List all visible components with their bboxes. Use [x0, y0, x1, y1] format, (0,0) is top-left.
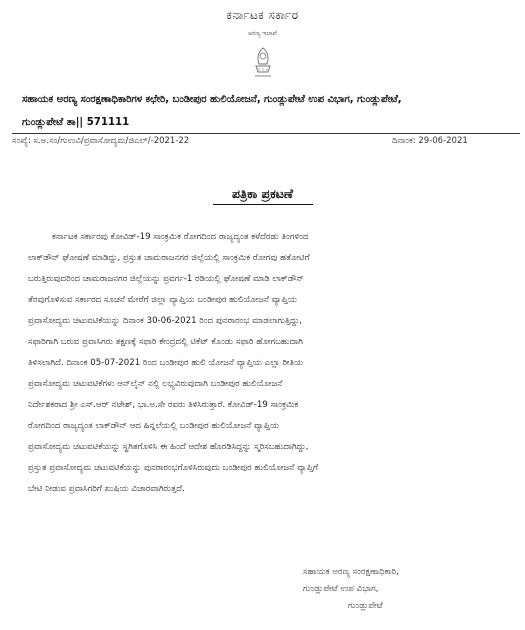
reference-number: ಸಂಖ್ಯೆ: ಸ.ಅ.ಸಂ/ಗುಉವಿ/ಪ್ರವಾಸೋದ್ಯಮ/ಜಿಎಲ್/-2021-22 [12, 136, 190, 146]
office-address-line1: ಸಹಾಯಕ ಅರಣ್ಯ ಸಂರಕ್ಷಣಾಧಿಕಾರಿಗಳ ಕಛೇರಿ, ಬಂಡೀಪುರ ಹುಲಿಯೋಜನೆ, ಗುಂಡ್ಲುಪೇಟೆ ಉಪ ವಿಭಾಗ, ಗುಂಡ್ಲುಪೇಟೆ, [22, 94, 402, 105]
title-underline [213, 204, 313, 205]
body-line: ಪ್ರವಾಸೋದ್ಯಮ ಚಟುವಟಿಕೆಗಳು ಆನ್‌ಲೈನ್ ನಲ್ಲಿ ಲಭ್ಯವಿರುವುದಾಗಿ ಬಂಡೀಪುರ ಹುಲಿಯೋಜನೆ [28, 379, 283, 389]
government-name: ಕರ್ನಾಟಕ ಸರ್ಕಾರ [226, 8, 299, 22]
department-name: ಅರಣ್ಯ ಇಲಾಖೆ [248, 30, 277, 37]
signatory-designation: ಸಹಾಯಕ ಅರಣ್ಯ ಸಂರಕ್ಷಣಾಧಿಕಾರಿ, [303, 567, 399, 577]
office-address-line2: ಗುಂಡ್ಲುಪೇಟೆ ತಾ|| 571111 [22, 117, 130, 128]
body-line: ಬರುತ್ತಿರುವುದರಿಂದ ಚಾಮರಾಜನಗರ ಜಿಲ್ಲೆಯನ್ನು ಪ್ರವರ್ಗ-1 ರಡಿಯಲ್ಲಿ ಘೋಷಣೆ ಮಾಡಿ ಲಾಕ್‌ಡೌನ್ [28, 274, 304, 284]
signatory-location: ಗುಂಡ್ಲುಪೇಟೆ [348, 601, 383, 611]
body-line: ಪ್ರವಾಸೋದ್ಯಮ ಚಟುವಟಿಕೆಯನ್ನು ಸ್ಥಗಿತಗೊಳಿಸಿ ಈ ಹಿಂದೆ ಆದೇಶ ಹೊರಡಿಸಿದ್ದನ್ನು ಸ್ಮರಿಸಬಹುದಾಗಿದ್ದು, [28, 442, 309, 452]
body-line: ಬೇಟಿ ನೀಡುವ ಪ್ರವಾಸಿಗರಿಗೆ ಖುಷಿಯ ವಿಚಾರವಾಗಿರುತ್ತದೆ. [28, 484, 185, 494]
body-line: ತಿಳಿಸಲಾಗಿದೆ. ದಿನಾಂಕ 05-07-2021 ರಿಂದ ಬಂಡೀಪುರ ಹುಲಿ ಯೋಜನೆ ವ್ಯಾಪ್ತಿಯ ಎಲ್ಲಾ ರೀತಿಯ [28, 358, 304, 368]
body-line: ರೋಗದಿಂದ ರಾಜ್ಯದ್ಯಂತ ಲಾಕ್‌ಡೌನ್ ಆದ ಹಿನ್ನಲೆಯಲ್ಲಿ ಬಂಡೀಪುರ ಹುಲಿಯೋಜನೆ ವ್ಯಾಪ್ತಿಯ [28, 421, 280, 431]
body-line: ಪ್ರವಾಸೋದ್ಯಮ ಚಟುವಟಿಕೆಯನ್ನು ದಿನಾಂಕ 30-06-2021 ರಿಂದ ಪುನರಾರಂಭ ಮಾಡಲಾಗುತ್ತಿದ್ದು, [28, 316, 302, 326]
body-line: ಕರ್ನಾಟಕ ಸರ್ಕಾರವು ಕೋವಿಡ್-19 ಸಾಂಕ್ರಮಿಕ ರೋಗದಿಂದ ರಾಜ್ಯದ್ಯಂತ ಕಳೆದೆರಡು ತಿಂಗಳಿಂದ [52, 232, 309, 242]
document-date: ದಿನಾಂಕ: 29-06-2021 [392, 136, 468, 146]
signature-block [303, 567, 513, 618]
body-line: ಲಾಕ್‌ಡೌನ್ ಘೋಷಣೆ ಮಾಡಿದ್ದು, ಪ್ರಸ್ತುತ ಚಾಮರಾಜನಗರ ಜಿಲ್ಲೆಯಲ್ಲಿ ಸಾಂಕ್ರಮಿಕ ರೋಗವು ಹತೋಟಿಗೆ [28, 253, 310, 263]
press-release-body [28, 231, 504, 504]
body-line: ಸಫಾರಿಗಾಗಿ ಬರುವ ಪ್ರವಾಸಿಗರು ತಕ್ಷಣಕ್ಕೆ ಸಫಾರಿ ಕೇಂದ್ರದಲ್ಲಿ ಟಿಕೆಟ್ ಕೊಂಡು ಸಫಾರಿ ಹೋಗಬಹುದಾಗಿ [28, 337, 303, 347]
body-line: ಪ್ರಸ್ತುತ ಪ್ರವಾಸೋದ್ಯಮ ಚಟುವಟಿಕೆಯನ್ನು ಪುನರಾರಂಭಗೊಳಿಸಿರುವುದು ಬಂಡೀಪುರ ಹುಲಿಯೋಜನೆ ವ್ಯಾಪ್ತಿಗೆ [28, 463, 319, 473]
press-release-title: ಪತ್ರಿಕಾ ಪ್ರಕಟಣೆ [231, 186, 293, 201]
state-emblem-icon [252, 46, 274, 80]
signatory-subdivision: ಗುಂಡ್ಲುಪೇಟೆ ಉಪ ವಿಭಾಗ, [303, 584, 379, 594]
body-line: ನಿರ್ದೇಶಕರಾದ ಶ್ರೀ ಎಸ್.ಆರ್ ನಟೇಶ್, ಭಾ.ಅ.ಸೇ ರವರು ತಿಳಿಸಿರುತ್ತಾರೆ. ಕೋವಿಡ್-19 ಸಾಂಕ್ರಮಿಕ [28, 400, 299, 410]
body-line: ತೆರವುಗೊಳಿಸುವ ಸರ್ಕಾರದ ಸೂಚನೆ ಮೇರೆಗೆ ಜಿಲ್ಲಾ ವ್ಯಾಪ್ತಿಯ ಬಂಡೀಪುರ ಹುಲಿಯೋಜನೆ ವ್ಯಾಪ್ತಿಯ [28, 295, 297, 305]
header-divider [12, 133, 520, 134]
